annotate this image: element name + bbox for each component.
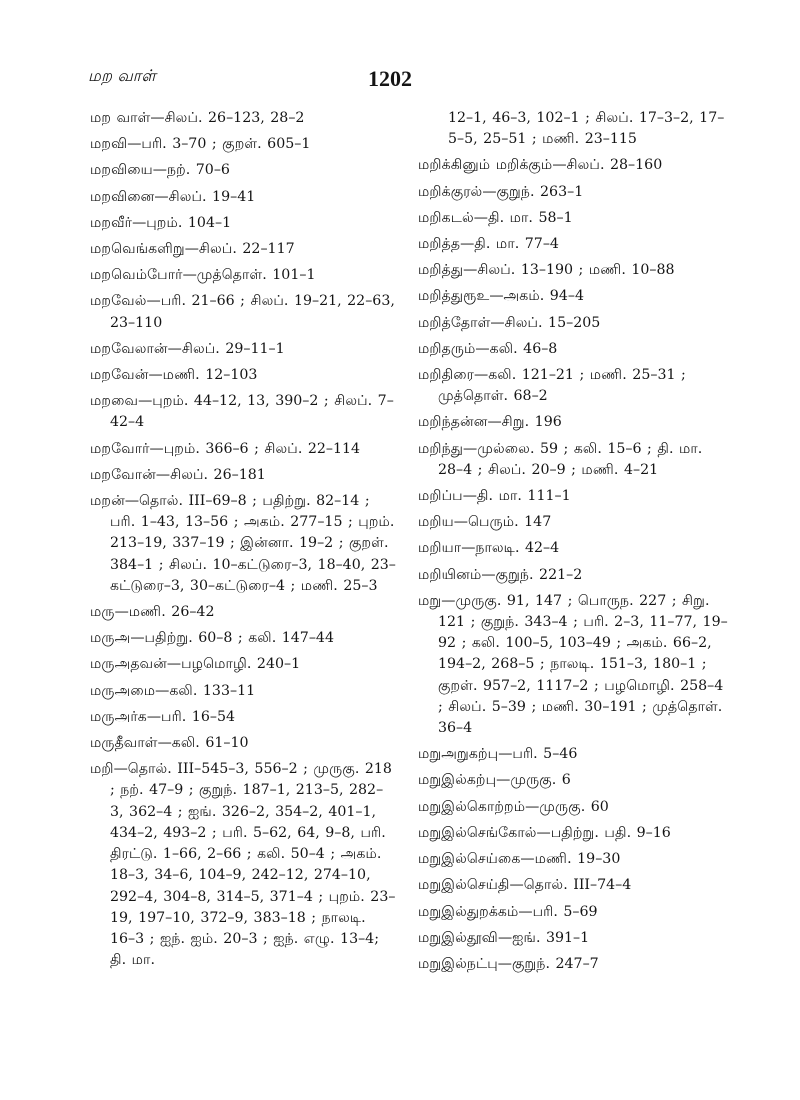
entry: மறிய—பெரும். 147 [418, 514, 552, 531]
entry: மறிதரும்—கலி. 46–8 [418, 340, 558, 357]
right-column [418, 108, 728, 980]
entry: மரு—மணி. 26–42 [90, 604, 215, 621]
entry: மறுஇல்செய்தி—தொல். III–74–4 [418, 877, 632, 894]
entry: மறவீர்—புறம். 104–1 [90, 214, 232, 231]
entry: மறிக்கினும் மறிக்கும்—சிலப். 28–160 [418, 157, 663, 174]
entry: மறுஇல்நட்பு—குறுந். 247–7 [418, 955, 599, 972]
entry: மருஅ—பதிற்று. 60–8 ; கலி. 147–44 [90, 630, 334, 647]
entry: மறவினை—சிலப். 19–41 [90, 188, 256, 205]
entry: மறித்துரூஉ—அகம். 94–4 [418, 288, 584, 305]
entry: மறவேல்—பரி. 21–66 ; சிலப். 19–21, 22–63, 23–110 [90, 293, 395, 331]
entry: மறுஅறுகற்பு—பரி. 5–46 [418, 746, 578, 763]
entry: மறுஇல்கொற்றம்—முருகு. 60 [418, 798, 609, 815]
entry: மறிகடல்—தி. மா. 58–1 [418, 209, 573, 226]
entry: மறுஇல்துறக்கம்—பரி. 5–69 [418, 903, 598, 920]
entry: மறித்த—தி. மா. 77–4 [418, 236, 559, 253]
entry: மறித்து—சிலப். 13–190 ; மணி. 10–88 [418, 262, 675, 279]
entry: மறு—முருகு. 91, 147 ; பொருந. 227 ; சிறு. 121 ; குறுந். 343–4 ; பரி. 2–3, 11–77, 19–92 ; கலி. 100–5, 103–49 ; அகம். 66–2, 194–2, 268–5 ; நாலடி. 151–3, 180–1 ; குறள். 957–2, 1117–2 ; பழமொழி. 258–4 ; சிலப். 5–39 ; மணி. 30–191 ; முத்தொள். 36–4 [418, 592, 728, 737]
entry: மறன்—தொல். III–69–8 ; பதிற்று. 82–14 ; பரி. 1–43, 13–56 ; அகம். 277–15 ; புறம். 213–19, 337–19 ; இன்னா. 19–2 ; குறள். 384–1 ; சிலப். 10–கட்டுரை–3, 18–40, 23–கட்டுரை–3, 30–கட்டுரை–4 ; மணி. 25–3 [90, 493, 396, 594]
entry: மறி—தொல். III–545–3, 556–2 ; முருகு. 218 ; நற். 47–9 ; குறுந். 187–1, 213–5, 282–3, 362–4 ; ஐங். 326–2, 354–2, 401–1, 434–2, 493–2 ; பரி. 5–62, 64, 9–8, பரி. திரட்டு. 1–66, 2–66 ; கலி. 50–4 ; அகம். 18–3, 34–6, 104–9, 242–12, 274–10, 292–4, 304–8, 314–5, 371–4 ; புறம். 23–19, 197–10, 372–9, 383–18 ; நாலடி. 16–3 ; ஐந். ஐம். 20–3 ; ஐந். எழு. 13–4; தி. மா. [90, 761, 396, 969]
entry: மறிதிரை—கலி. 121–21 ; மணி. 25–31 ; முத்தொள். 68–2 [418, 367, 686, 405]
entry: மறவோன்—சிலப். 26–181 [90, 466, 266, 483]
page-number: 1202 [368, 66, 412, 91]
entry: மறியினம்—குறுந். 221–2 [418, 566, 583, 583]
left-column [90, 108, 396, 976]
entry: மருஅதவன்—பழமொழி. 240–1 [90, 656, 301, 673]
entry: மறவெம்போர்—முத்தொள். 101–1 [90, 267, 316, 284]
entry: மருதீவாள்—கலி. 61–10 [90, 735, 249, 752]
entry: மறுஇல்செய்கை—மணி. 19–30 [418, 851, 621, 868]
entry: மருஅர்க—பரி. 16–54 [90, 708, 235, 725]
entry: மறுஇல்செங்கோல்—பதிற்று. பதி. 9–16 [418, 824, 671, 841]
entry: மறவேன்—மணி. 12–103 [90, 367, 258, 384]
entry: மற வாள்—சிலப். 26–123, 28–2 [90, 110, 305, 126]
running-head: மற வாள் [88, 66, 156, 85]
entry: மறவோர்—புறம். 366–6 ; சிலப். 22–114 [90, 440, 361, 457]
entry: மறுஇல்தூவி—ஐங். 391–1 [418, 929, 590, 946]
entry: மறவேலான்—சிலப். 29–11–1 [90, 340, 285, 357]
entry: மறிப்ப—தி. மா. 111–1 [418, 488, 571, 505]
entry: மறிந்து—முல்லை. 59 ; கலி. 15–6 ; தி. மா. 28–4 ; சிலப். 20–9 ; மணி. 4–21 [418, 440, 703, 478]
entry: மறவி—பரி. 3–70 ; குறள். 605–1 [90, 136, 311, 153]
entry: மறியா—நாலடி. 42–4 [418, 540, 560, 557]
entry-continuation: 12–1, 46–3, 102–1 ; சிலப். 17–3–2, 17–5–5, 25–51 ; மணி. 23–115 [448, 110, 725, 148]
entry: மறிக்குரல்—குறுந். 263–1 [418, 183, 584, 200]
entry: மறுஇல்கற்பு—முருகு. 6 [418, 772, 571, 789]
entry: மறவெங்களிறு—சிலப். 22–117 [90, 241, 295, 258]
entry: மறித்தோள்—சிலப். 15–205 [418, 314, 601, 331]
entry: மறிந்தன்ன—சிறு. 196 [418, 414, 562, 431]
entry: மருஅமை—கலி. 133–11 [90, 682, 256, 699]
entry: மறவியை—நற். 70–6 [90, 162, 230, 179]
entry: மறவை—புறம். 44–12, 13, 390–2 ; சிலப். 7–42–4 [90, 393, 394, 431]
